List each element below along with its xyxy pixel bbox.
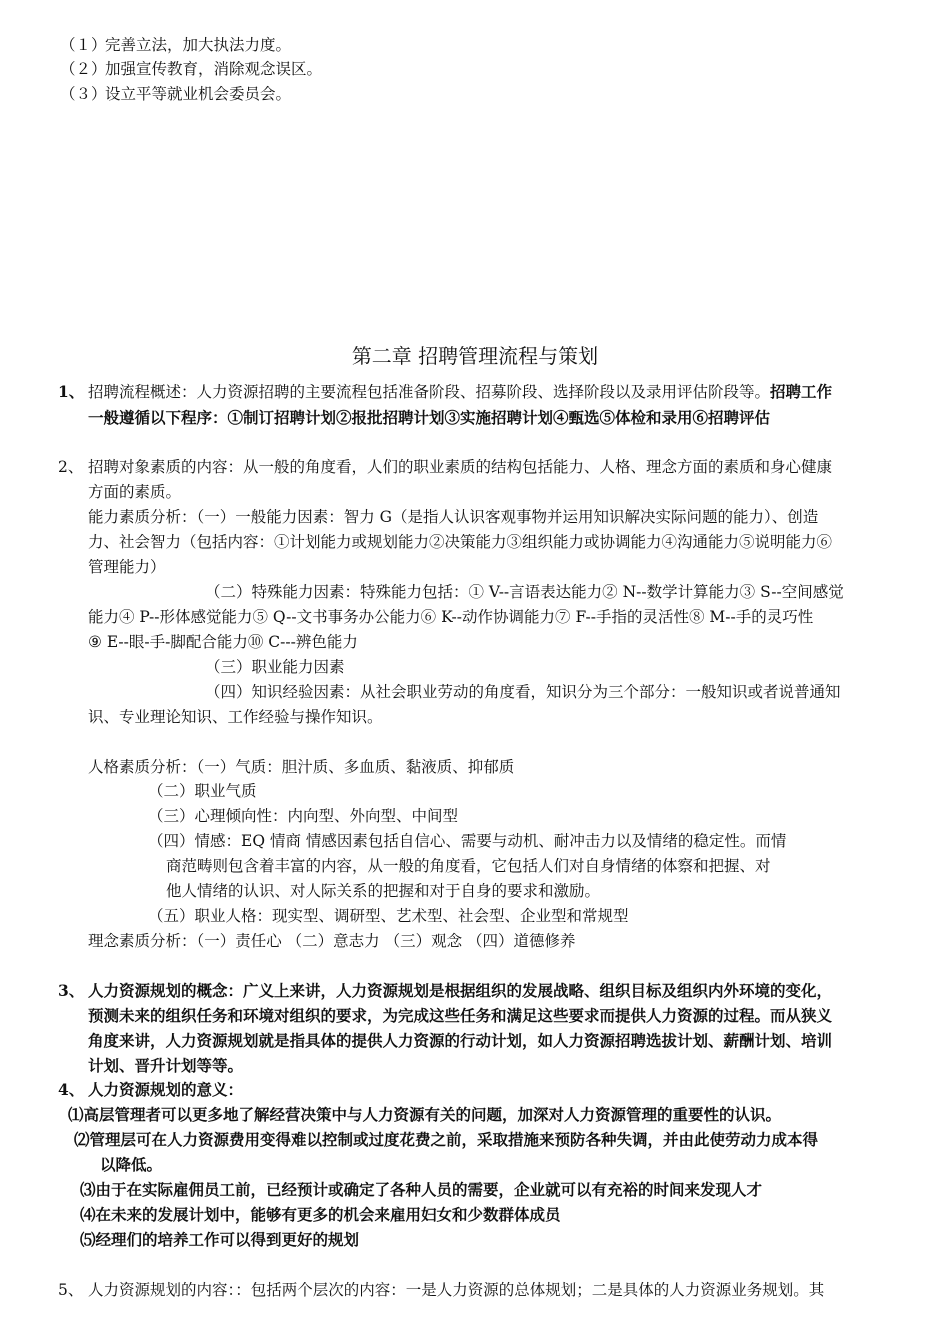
section-5-line-1 [58, 1279, 824, 1301]
section-3-line-1 [58, 980, 832, 1002]
personality-line-1: 人格素质分析：（一）气质：胆汁质、多血质、黏液质、抑郁质 [88, 758, 515, 776]
significance-item-2: ⑵管理层可在人力资源费用变得难以控制或过度花费之前，采取措施来预防各种失调，并由此使劳动力成本得 [74, 1130, 819, 1149]
list-text: 加强宣传教育，消除观念误区。 [105, 60, 323, 78]
list-text: 设立平等就业机会委员会。 [105, 85, 292, 103]
personality-line-6: 他人情绪的认识、对人际关系的把握和对于自身的要求和激励。 [166, 882, 601, 900]
list-item [60, 34, 291, 56]
personality-line-5: 商范畴则包含着丰富的内容，从一般的角度看，它包括人们对自身情绪的体察和把握、对 [166, 857, 771, 875]
section-text: 人力资源规划的意义： [88, 1080, 244, 1099]
special-line-1: （二）特殊能力因素：特殊能力包括：① V--言语表达能力② N--数学计算能力③ S--空间感觉 [205, 583, 844, 601]
section-text: 人力资源规划的概念：广义上来讲，人力资源规划是根据组织的发展战略、组织目标及组织内外环境的变化， [88, 981, 833, 1000]
section-2-line-2: 方面的素质。 [88, 483, 182, 501]
section-text-bold: 招聘工作 [770, 382, 833, 401]
significance-item-4: ⑷在未来的发展计划中，能够有更多的机会来雇用妇女和少数群体成员 [80, 1205, 561, 1224]
special-line-2: 能力④ P--形体感觉能力⑤ Q--文书事务办公能力⑥ K--动作协调能力⑦ F--手指的灵活性⑧ M--手的灵巧性 [88, 608, 814, 626]
section-number: 4、 [58, 1080, 85, 1099]
ability-line-3: 管理能力） [88, 558, 166, 576]
section-1-line-2: 一般遵循以下程序：①制订招聘计划②报批招聘计划③实施招聘计划④甄选⑤体检和录用⑥招聘评估 [88, 408, 771, 427]
list-marker: （１） [60, 36, 107, 54]
significance-item-1: ⑴高层管理者可以更多地了解经营决策中与人力资源有关的问题，加深对人力资源管理的重要性的认识。 [68, 1105, 782, 1124]
section-text: 招聘对象素质的内容：从一般的角度看，人们的职业素质的结构包括能力、人格、理念方面的素质和身心健康 [88, 458, 833, 476]
significance-item-5: ⑸经理们的培养工作可以得到更好的规划 [80, 1230, 360, 1249]
section-3-line-2: 预测未来的组织任务和环境对组织的要求，为完成这些任务和满足这些要求而提供人力资源的过程。而从狭义 [88, 1006, 833, 1025]
list-item [60, 83, 291, 105]
section-number: 2、 [58, 458, 84, 476]
knowledge-line-2: 识、专业理论知识、工作经验与操作知识。 [88, 708, 383, 726]
list-marker: （３） [60, 85, 107, 103]
section-number: 1、 [58, 382, 85, 401]
significance-item-2-cont: 以降低。 [100, 1155, 163, 1174]
list-text: 完善立法，加大执法力度。 [105, 36, 292, 54]
section-1-line-1 [58, 381, 832, 403]
section-number: 3、 [58, 981, 85, 1000]
idea-line: 理念素质分析：（一）责任心 （二）意志力 （三）观念 （四）道德修养 [88, 932, 576, 950]
chapter-title: 第二章 招聘管理流程与策划 [351, 344, 599, 368]
list-item [60, 58, 322, 80]
list-marker: （２） [60, 60, 107, 78]
personality-line-3: （三）心理倾向性：内向型、外向型、中间型 [148, 807, 459, 825]
section-number: 5、 [58, 1281, 84, 1299]
personality-line-7: （五）职业人格：现实型、调研型、艺术型、社会型、企业型和常规型 [148, 907, 629, 925]
section-text: 招聘流程概述：人力资源招聘的主要流程包括准备阶段、招募阶段、选择阶段以及录用评估阶段等。 [88, 383, 771, 401]
personality-line-4: （四）情感：EQ 情商 情感因素包括自信心、需要与动机、耐冲击力以及情绪的稳定性。而情 [148, 832, 787, 850]
section-3-line-4: 计划、晋升计划等等。 [88, 1056, 244, 1075]
section-text: 人力资源规划的内容：：包括两个层次的内容：一是人力资源的总体规划；二是具体的人力资源业务规划。其 [88, 1281, 825, 1299]
section-2-line-1 [58, 456, 832, 478]
personality-line-2: （二）职业气质 [148, 782, 257, 800]
knowledge-line-1: （四）知识经验因素：从社会职业劳动的角度看，知识分为三个部分：一般知识或者说普通知 [205, 683, 841, 701]
section-3-line-3: 角度来讲，人力资源规划就是指具体的提供人力资源的行动计划，如人力资源招聘选拔计划、薪酬计划、培训 [88, 1031, 833, 1050]
ability-line-1: 能力素质分析：（一）一般能力因素：智力 G（是指人认识客观事物并运用知识解决实际问题的能力）、创造 [88, 508, 819, 526]
career-ability-line: （三）职业能力因素 [205, 658, 345, 676]
ability-line-2: 力、社会智力（包括内容：①计划能力或规划能力②决策能力③组织能力或协调能力④沟通能力⑤说明能力⑥ [88, 533, 833, 551]
special-line-3: ⑨ E--眼-手-脚配合能力⑩ C---辨色能力 [88, 633, 358, 651]
section-4-title [58, 1079, 243, 1101]
significance-item-3: ⑶由于在实际雇佣员工前，已经预计或确定了各种人员的需要，企业就可以有充裕的时间来发现人才 [80, 1180, 763, 1199]
